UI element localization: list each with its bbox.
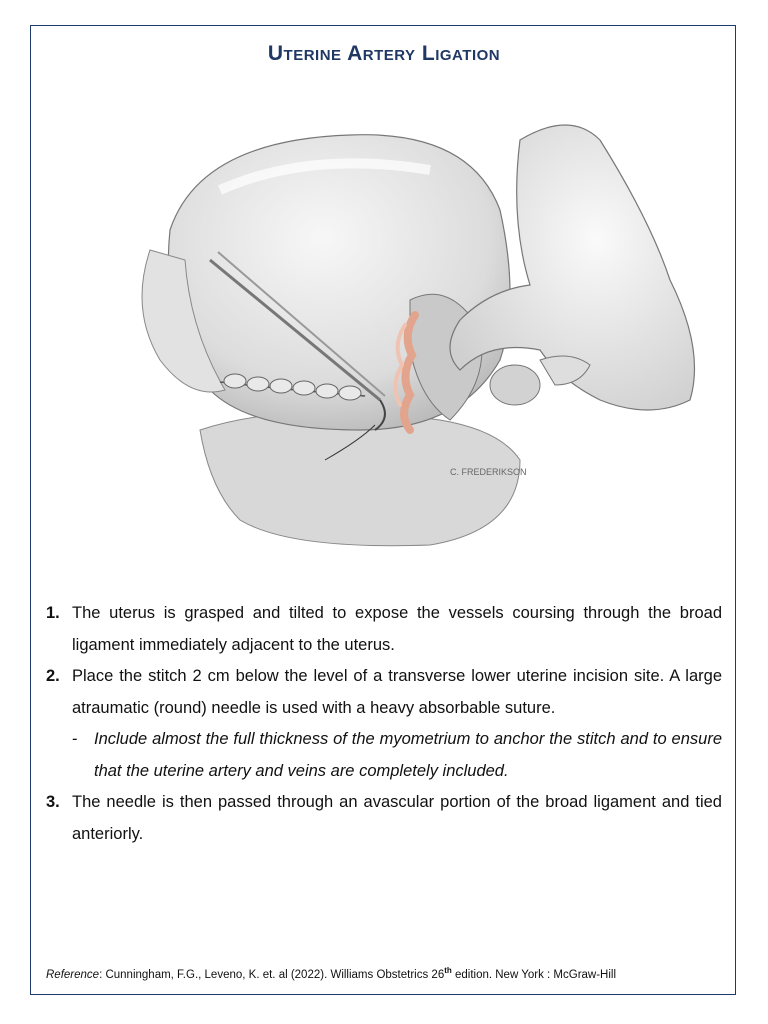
step-2	[46, 661, 722, 724]
step-number: 2.	[46, 667, 60, 685]
illustrator-signature: C. FREDERIKSON	[450, 467, 527, 477]
page-title: Uterine Artery Ligation	[267, 42, 501, 65]
reference-label: Reference	[46, 968, 100, 981]
reference-citation	[46, 966, 736, 981]
step-text: The needle is then passed through an avascular portion of the broad ligament and tied anteriorly.	[72, 793, 722, 843]
procedure-steps	[46, 598, 722, 850]
step-text: The uterus is grasped and tilted to expose the vessels coursing through the broad ligament immediately adjacent to the uterus.	[72, 604, 722, 654]
uterine-artery-ligation-illustration	[130, 100, 710, 550]
reference-text: Cunningham, F.G., Leveno, K. et. al (2022). Williams Obstetrics 26	[105, 968, 445, 981]
reference-text-after: edition. New York : McGraw-Hill	[451, 968, 617, 981]
step-1	[46, 598, 722, 661]
step-number: 3.	[46, 793, 60, 811]
step-number: 1.	[46, 604, 60, 622]
step-3	[46, 787, 722, 850]
step-text: Place the stitch 2 cm below the level of a transverse lower uterine incision site. A large atraumatic (round) needle is used with a heavy absorbable suture.	[72, 667, 722, 717]
sub-bullet: -	[72, 730, 78, 748]
reference-sep: :	[99, 968, 106, 981]
reference-sup: th	[444, 966, 452, 975]
step-2-sub-point	[72, 724, 722, 787]
sub-text: Include almost the full thickness of the myometrium to anchor the stitch and to ensure that the uterine artery and veins are completely included.	[94, 730, 722, 780]
